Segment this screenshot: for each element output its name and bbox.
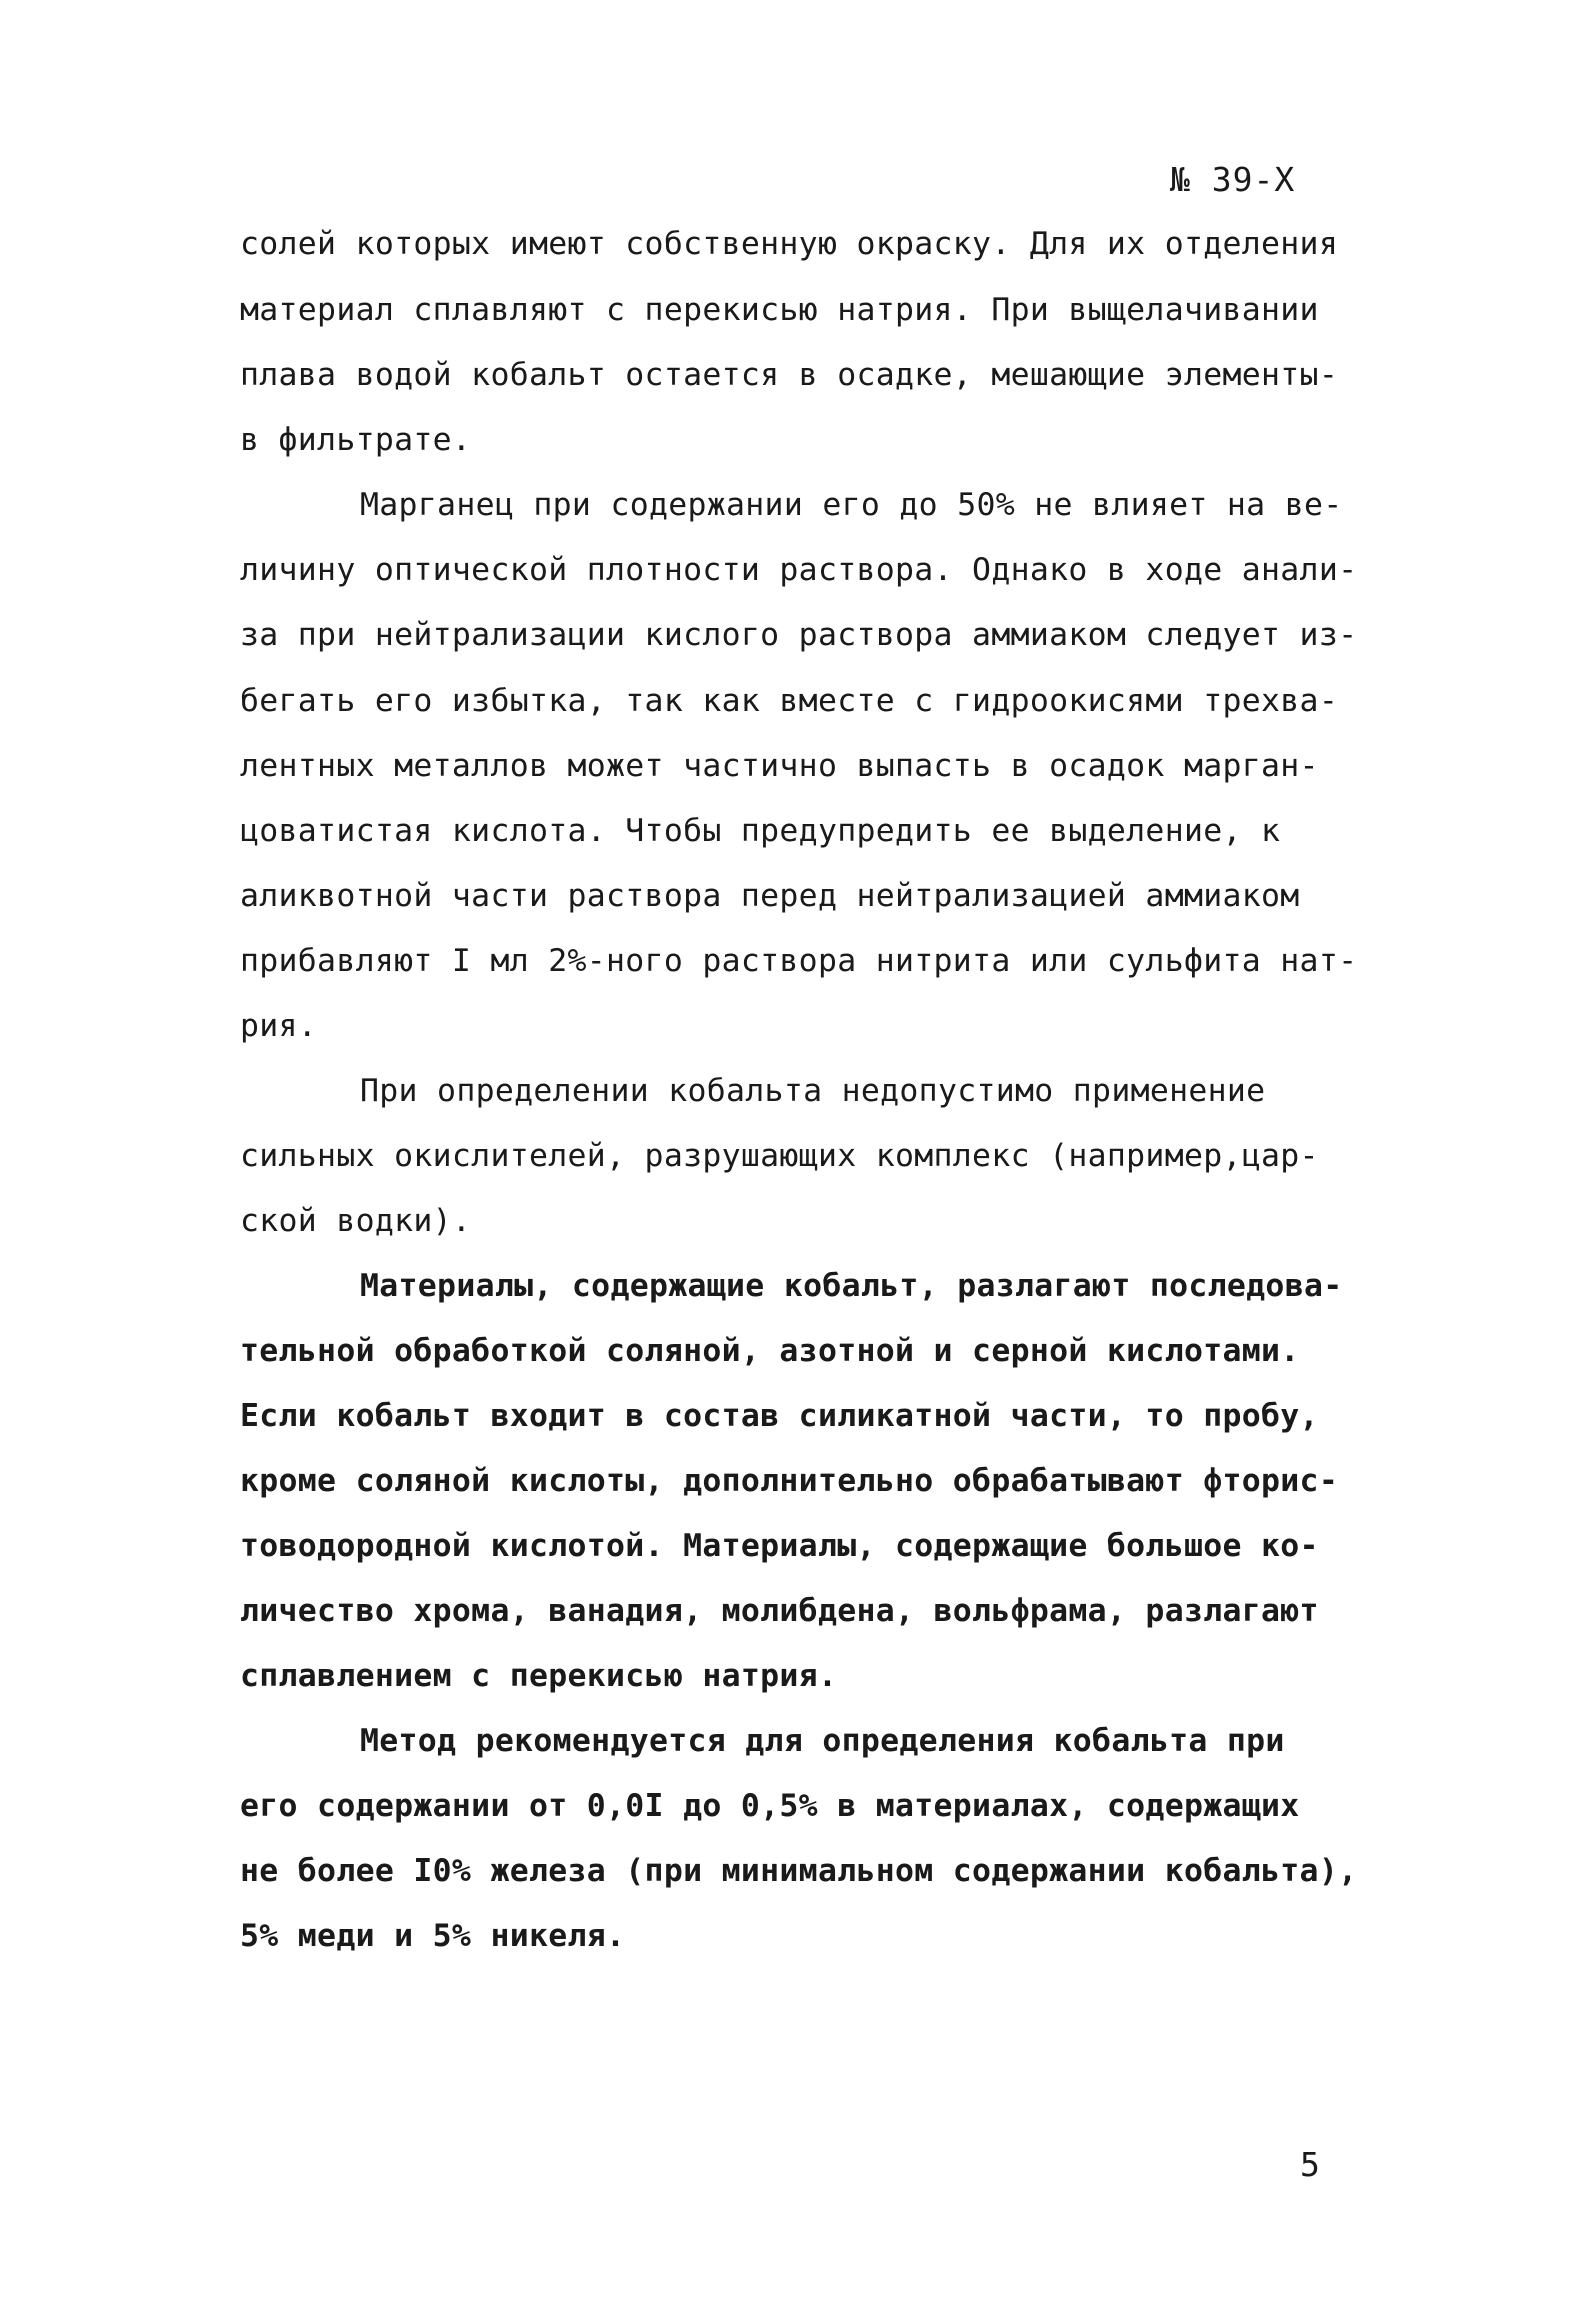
text-line: Метод рекомендуется для определения кобальта при xyxy=(360,1723,1285,1759)
text-line: плава водой кобальт остается в осадке, мешающие элементы- xyxy=(240,357,1339,393)
text-line: за при нейтрализации кислого раствора аммиаком следует из- xyxy=(240,617,1358,653)
text-line: При определении кобальта недопустимо применение xyxy=(360,1073,1266,1109)
text-line: личину оптической плотности раствора. Однако в ходе анали- xyxy=(240,552,1358,588)
text-line: Марганец при содержании его до 50% не влияет на ве- xyxy=(360,487,1343,523)
text-line: материал сплавляют с перекисью натрия. При выщелачивании xyxy=(240,292,1319,328)
text-line: солей которых имеют собственную окраску. Для их отделения xyxy=(240,226,1339,262)
text-line: аликвотной части раствора перед нейтрализацией аммиаком xyxy=(240,878,1300,914)
text-line: 5% меди и 5% никеля. xyxy=(240,1918,626,1954)
text-line: цоватистая кислота. Чтобы предупредить ее выделение, к xyxy=(240,813,1281,849)
text-line: товодородной кислотой. Материалы, содержащие большое ко- xyxy=(240,1528,1319,1564)
text-line: тельной обработкой соляной, азотной и серной кислотами. xyxy=(240,1333,1300,1369)
text-line: сильных окислителей, разрушающих комплекс (например,цар- xyxy=(240,1138,1319,1174)
text-line: Материалы, содержащие кобальт, разлагают последова- xyxy=(360,1268,1343,1304)
text-line: лентных металлов может частично выпасть в осадок марган- xyxy=(240,748,1319,784)
text-line: кроме соляной кислоты, дополнительно обрабатывают фторис- xyxy=(240,1463,1339,1499)
text-line: ской водки). xyxy=(240,1203,472,1239)
document-number: № 39-Х xyxy=(1170,160,1296,199)
text-line: личество хрома, ванадия, молибдена, вольфрама, разлагают xyxy=(240,1593,1319,1629)
page-number: 5 xyxy=(1300,2145,1320,2184)
text-line: в фильтрате. xyxy=(240,422,472,458)
text-line: сплавлением с перекисью натрия. xyxy=(240,1658,838,1694)
text-line: бегать его избытка, так как вместе с гидроокисями трехва- xyxy=(240,683,1339,719)
text-line: его содержании от 0,0I до 0,5% в материалах, содержащих xyxy=(240,1788,1300,1824)
text-line: не более I0% железа (при минимальном содержании кобальта), xyxy=(240,1853,1358,1889)
text-line: Если кобальт входит в состав силикатной части, то пробу, xyxy=(240,1398,1319,1434)
text-line: прибавляют I мл 2%-ного раствора нитрита или сульфита нат- xyxy=(240,943,1358,979)
text-line: рия. xyxy=(240,1008,318,1044)
